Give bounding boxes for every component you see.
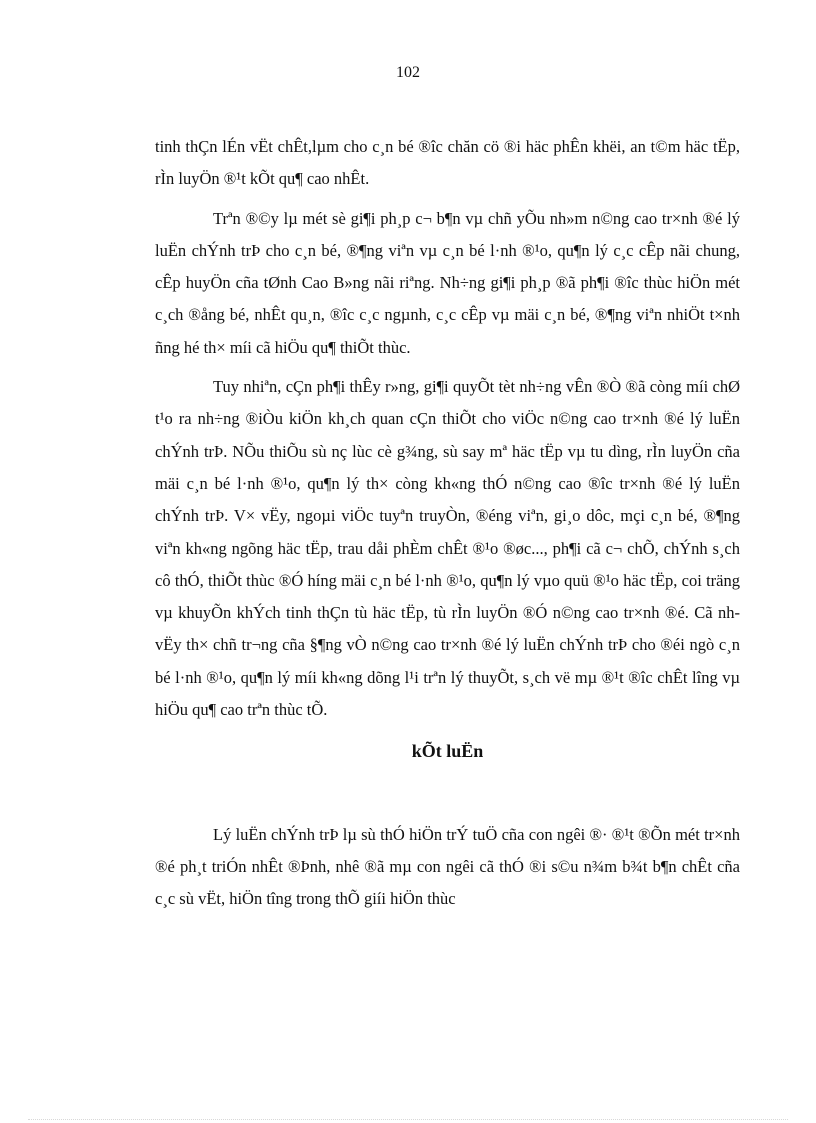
paragraph-4: Lý luËn chÝnh trÞ lµ sù thÓ hiÖn trÝ tuÖ cña con ngêi ®· ®¹t ®Õn mét tr×nh ®é ph¸t triÓn nhÊt ®Þnh, nhê ®ã mµ con ngêi cã thÓ ®i s©u n¾m b¾t b¶n chÊt cña c¸c sù vËt, hiÖn tîng trong thÕ giíi hiÖn thùc xyxy=(155,824,740,909)
paragraph-2: Trªn ®©y lµ mét sè gi¶i ph¸p c¬ b¶n vµ chñ yÕu nh»m n©ng cao tr×nh ®é lý luËn chÝnh trÞ cho c¸n bé, ®¶ng viªn vµ c¸n bé l·nh ®¹o, qu¶n lý c¸c cÊp nãi chung, cÊp huyÖn cña tØnh Cao B»ng nãi riªng. Nh÷ng gi¶i ph¸p ®ã ph¶i ®îc thùc hiÖn mét c¸ch ®ång bé, nhÊt qu¸n, ®îc c¸c ngµnh, c¸c cÊp vµ mäi c¸n bé, ®¶ng viªn nhiÖt t×nh ñng hé th× míi cã hiÖu qu¶ thiÕt thùc. xyxy=(155,208,740,357)
page-bottom-rule xyxy=(28,1119,788,1120)
document-body xyxy=(155,131,740,923)
paragraph-3: Tuy nhiªn, cÇn ph¶i thÊy r»ng, gi¶i quyÕt tèt nh÷ng vÊn ®Ò ®ã còng míi chØ t¹o ra nh÷ng ®iÒu kiÖn kh¸ch quan cÇn thiÕt cho viÖc n©ng cao tr×nh ®é lý luËn chÝnh trÞ. NÕu thiÕu sù nç lùc cè g¾ng, sù say mª häc tËp vµ tu dìng, rÌn luyÖn cña mäi c¸n bé l·nh ®¹o, qu¶n lý th× còng kh«ng thÓ n©ng cao ®îc tr×nh ®é lý luËn chÝnh trÞ. V× vËy, ngoµi viÖc tuyªn truyÒn, ®éng viªn, gi¸o dôc, mçi c¸n bé, ®¶ng viªn kh«ng ngõng häc tËp, trau dåi phÈm chÊt ®¹o ®øc..., ph¶i cã c¬ chÕ, chÝnh s¸ch cô thÓ, thiÕt thùc ®Ó híng mäi c¸n bé l·nh ®¹o, qu¶n lý vµo quü ®¹o häc tËp, coi träng vµ khuyÕn khÝch tinh thÇn tù häc tËp, tù rÌn luyÖn ®Ó n©ng cao tr×nh ®é. Cã nh vËy th× chñ tr¬ng cña §¶ng vÒ n©ng cao tr×nh ®é lý luËn chÝnh trÞ cho ®éi ngò c¸n bé l·nh ®¹o, qu¶n lý míi kh«ng dõng l¹i trªn lý thuyÕt, s¸ch vë mµ ®¹t ®îc chÊt lîng vµ hiÖu qu¶ cao trªn thùc tÕ. xyxy=(155,377,740,720)
section-heading: kÕt luËn xyxy=(411,741,484,762)
paragraph-1: tinh thÇn lÉn vËt chÊt,lµm cho c¸n bé ®îc chăn cö ®i häc phÊn khëi, an t©m häc tËp, rÌn luyÖn ®¹t kÕt qu¶ cao nhÊt. xyxy=(155,137,740,189)
page-number: 102 xyxy=(396,64,420,81)
